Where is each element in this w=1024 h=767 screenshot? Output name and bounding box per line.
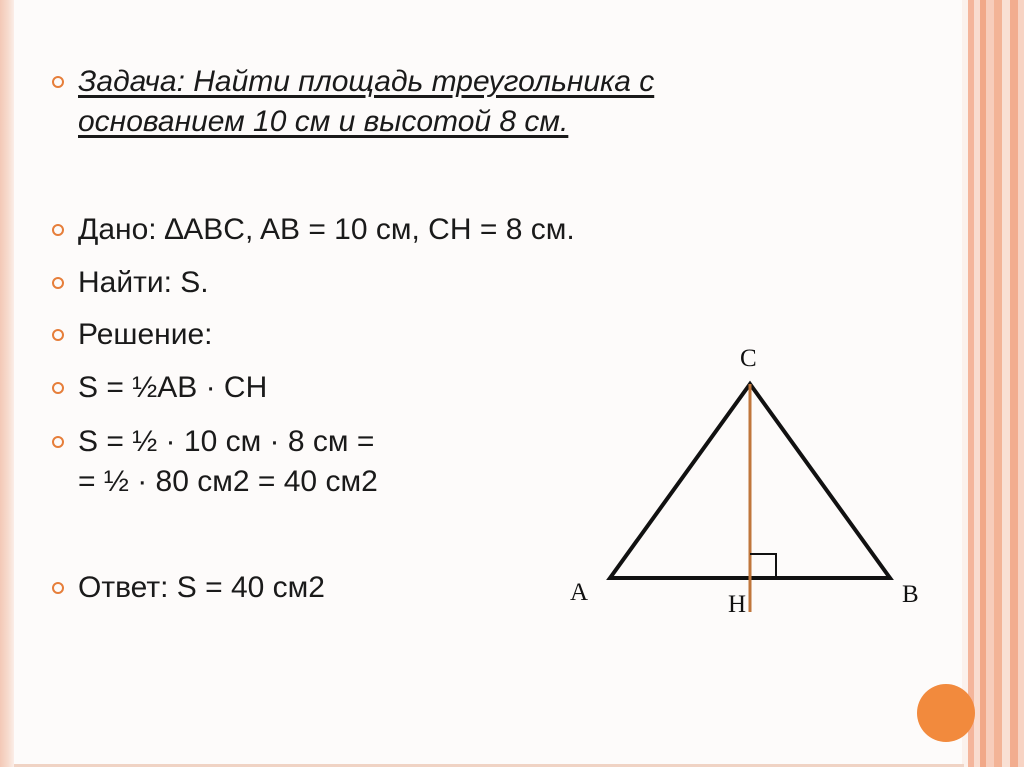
solution-item <box>52 315 212 355</box>
task-line-2: основанием 10 см и высотой 8 см. <box>78 105 569 138</box>
triangle-diagram <box>560 340 960 630</box>
vertex-label-a: A <box>570 579 589 606</box>
decorative-circle <box>917 684 975 742</box>
solution-text: Решение: <box>78 318 213 351</box>
given-text: Дано: ∆ABC, AB = 10 см, CH = 8 см. <box>78 213 575 246</box>
formula-text: S = ½AB · CH <box>78 371 268 404</box>
answer-text: Ответ: S = 40 см2 <box>78 571 325 604</box>
right-angle-mark <box>750 554 776 578</box>
answer-item <box>52 568 325 608</box>
task-line-1: Задача: Найти площадь треугольника с <box>78 65 655 98</box>
left-decorative-border <box>0 0 14 767</box>
bullet-icon <box>52 277 64 289</box>
calculation-line-2: = ½ · 80 см2 = 40 см2 <box>78 465 378 498</box>
point-label-h: H <box>728 591 747 618</box>
right-decorative-stripes <box>962 0 1024 767</box>
task-statement <box>52 62 654 142</box>
bullet-icon <box>52 224 64 236</box>
given-item <box>52 210 575 250</box>
bullet-icon <box>52 76 64 88</box>
find-item <box>52 263 209 303</box>
calculation-line-1: S = ½ · 10 см · 8 см = <box>78 425 375 458</box>
vertex-label-c: C <box>740 345 757 372</box>
bullet-icon <box>52 436 64 448</box>
vertex-label-b: B <box>902 581 919 608</box>
calculation-item <box>52 422 378 502</box>
bullet-icon <box>52 382 64 394</box>
find-text: Найти: S. <box>78 266 209 299</box>
bullet-icon <box>52 329 64 341</box>
formula-item <box>52 368 267 408</box>
bullet-icon <box>52 582 64 594</box>
